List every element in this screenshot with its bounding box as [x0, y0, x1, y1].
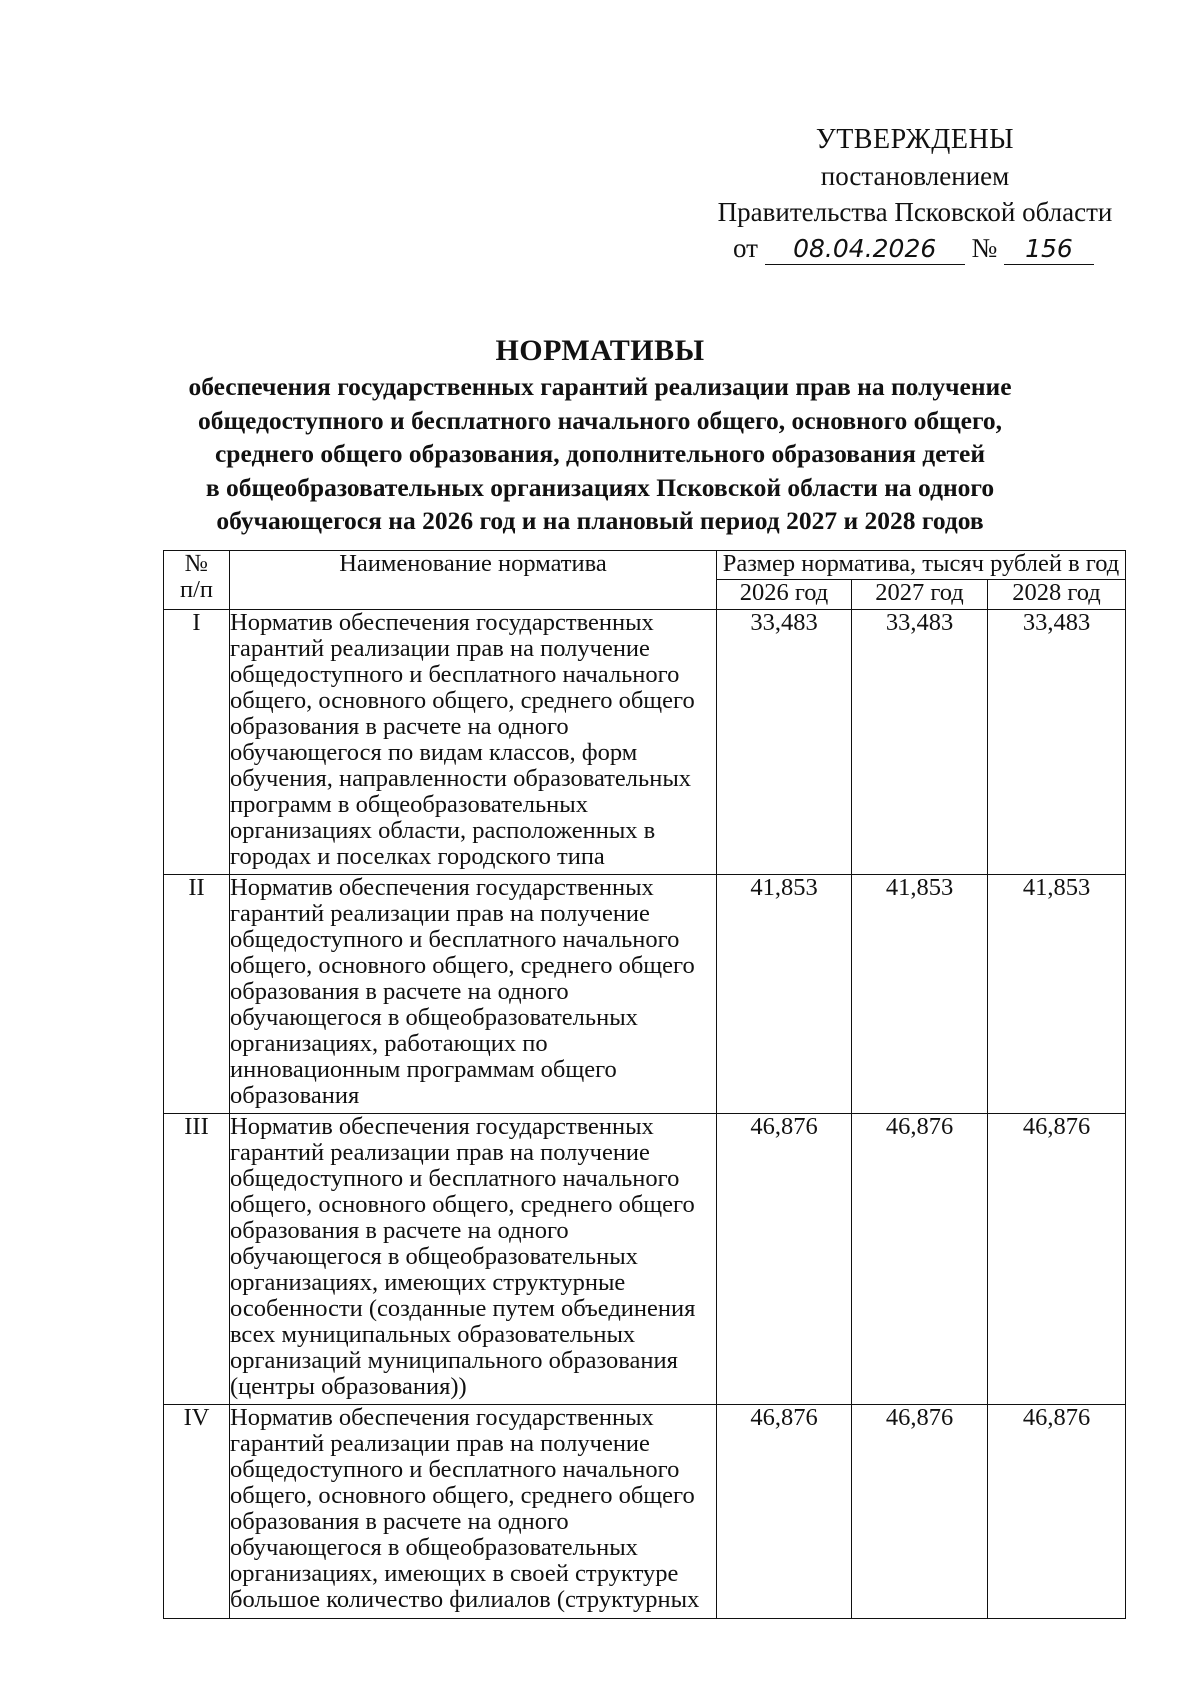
row-name: [230, 1114, 717, 1405]
table-row: [164, 610, 1126, 875]
row-name-line: обучающегося в общеобразовательных: [230, 1243, 638, 1270]
document-subheading: [150, 370, 1050, 538]
row-name-line: программ в общеобразовательных: [230, 791, 588, 818]
row-value-2027: 46,876: [852, 1114, 988, 1405]
row-name-line: гарантий реализации прав на получение: [230, 1139, 650, 1166]
row-name-line: образования в расчете на одного: [230, 1217, 569, 1244]
subheading-line: в общеобразовательных организациях Псковской области на одного: [205, 472, 995, 502]
header-number: [164, 551, 230, 610]
row-name-line: общедоступного и бесплатного начального: [230, 1165, 680, 1192]
row-value-2026: 46,876: [717, 1114, 852, 1405]
row-name-line: общедоступного и бесплатного начального: [230, 661, 680, 688]
table-row: [164, 1405, 1126, 1619]
row-value-2027: 41,853: [852, 875, 988, 1114]
row-name-line: всех муниципальных образовательных: [230, 1321, 636, 1348]
document-heading: НОРМАТИВЫ: [495, 334, 705, 367]
row-name-line: организациях области, расположенных в: [230, 817, 656, 844]
approval-date-line: [700, 230, 1130, 266]
row-value-2027: 46,876: [852, 1405, 988, 1619]
approval-line-government: Правительства Псковской области: [717, 197, 1113, 227]
row-value-2028: 33,483: [988, 610, 1126, 875]
row-name-line: особенности (созданные путем объединения: [230, 1295, 696, 1322]
approval-date-handwritten: 08.04.2026: [765, 234, 965, 265]
row-value-2028: 41,853: [988, 875, 1126, 1114]
row-value-2028: 46,876: [988, 1114, 1126, 1405]
row-name-line: Норматив обеспечения государственных: [230, 1113, 654, 1140]
row-value-2026: 33,483: [717, 610, 852, 875]
row-number: I: [164, 610, 230, 875]
header-number-sign: №: [184, 550, 209, 577]
row-name-line: общего, основного общего, среднего общего: [230, 687, 695, 714]
row-name-line: общего, основного общего, среднего общего: [230, 1482, 695, 1509]
row-name: [230, 610, 717, 875]
row-name-line: организациях, работающих по: [230, 1030, 548, 1057]
row-value-2028: 46,876: [988, 1405, 1126, 1619]
header-year: 2028 год: [988, 580, 1126, 610]
row-name-line: инновационным программам общего: [230, 1056, 617, 1083]
row-name: [230, 1405, 717, 1619]
row-value-2026: 41,853: [717, 875, 852, 1114]
date-prefix: от: [733, 233, 758, 263]
row-name-line: обучающегося в общеобразовательных: [230, 1534, 638, 1561]
table-row: [164, 1114, 1126, 1405]
row-name-line: обучающегося по видам классов, форм: [230, 739, 638, 766]
approval-number-handwritten: 156: [1004, 234, 1094, 265]
row-name: [230, 875, 717, 1114]
subheading-line: среднего общего образования, дополнительного образования детей: [214, 439, 986, 468]
subheading-line: обеспечения государственных гарантий реализации прав на получение: [188, 372, 1012, 401]
row-name-line: общего, основного общего, среднего общего: [230, 952, 695, 979]
row-name-line: организаций муниципального образования: [230, 1347, 678, 1374]
row-name-line: образования в расчете на одного: [230, 978, 569, 1005]
row-name-line: гарантий реализации прав на получение: [230, 635, 650, 662]
row-value-2026: 46,876: [717, 1405, 852, 1619]
row-name-line: образования в расчете на одного: [230, 713, 569, 740]
row-name-line: гарантий реализации прав на получение: [230, 1430, 650, 1457]
row-name-line: образования: [230, 1082, 360, 1109]
approval-line-resolution: постановлением: [820, 161, 1010, 191]
row-name-line: Норматив обеспечения государственных: [230, 874, 654, 901]
header-number-abbr: п/п: [179, 576, 214, 603]
approval-title: УТВЕРЖДЕНЫ: [815, 124, 1015, 155]
row-name-line: общедоступного и бесплатного начального: [230, 926, 680, 953]
header-name: Наименование норматива: [230, 551, 717, 610]
row-name-line: городах и поселках городского типа: [230, 843, 605, 870]
header-size: Размер норматива, тысяч рублей в год: [717, 551, 1126, 580]
header-year: 2026 год: [717, 580, 852, 610]
row-value-2027: 33,483: [852, 610, 988, 875]
row-name-line: общего, основного общего, среднего общего: [230, 1191, 695, 1218]
norms-table: [163, 550, 1126, 1619]
subheading-line: обучающегося на 2026 год и на плановый период 2027 и 2028 годов: [216, 506, 984, 535]
row-name-line: образования в расчете на одного: [230, 1508, 569, 1535]
row-number: IV: [164, 1405, 230, 1619]
document-title-block: [150, 332, 1050, 538]
row-name-line: обучающегося в общеобразовательных: [230, 1004, 638, 1031]
table-header-row: [164, 551, 1126, 580]
row-number: II: [164, 875, 230, 1114]
header-year: 2027 год: [852, 580, 988, 610]
row-number: III: [164, 1114, 230, 1405]
row-name-line: организациях, имеющих в своей структуре: [230, 1560, 679, 1587]
subheading-line: общедоступного и бесплатного начального общего, основного общего,: [197, 405, 1003, 435]
approval-block: [700, 122, 1130, 266]
row-name-line: общедоступного и бесплатного начального: [230, 1456, 680, 1483]
table-row: [164, 875, 1126, 1114]
row-name-line: (центры образования)): [230, 1373, 467, 1400]
row-name-line: обучения, направленности образовательных: [230, 765, 692, 792]
row-name-line: организациях, имеющих структурные: [230, 1269, 626, 1296]
row-name-line: гарантий реализации прав на получение: [230, 900, 650, 927]
row-name-line: Норматив обеспечения государственных: [230, 609, 654, 636]
row-name-line: большое количество филиалов (структурных: [230, 1586, 700, 1613]
row-name-line: Норматив обеспечения государственных: [230, 1404, 654, 1431]
number-prefix: №: [971, 233, 998, 263]
